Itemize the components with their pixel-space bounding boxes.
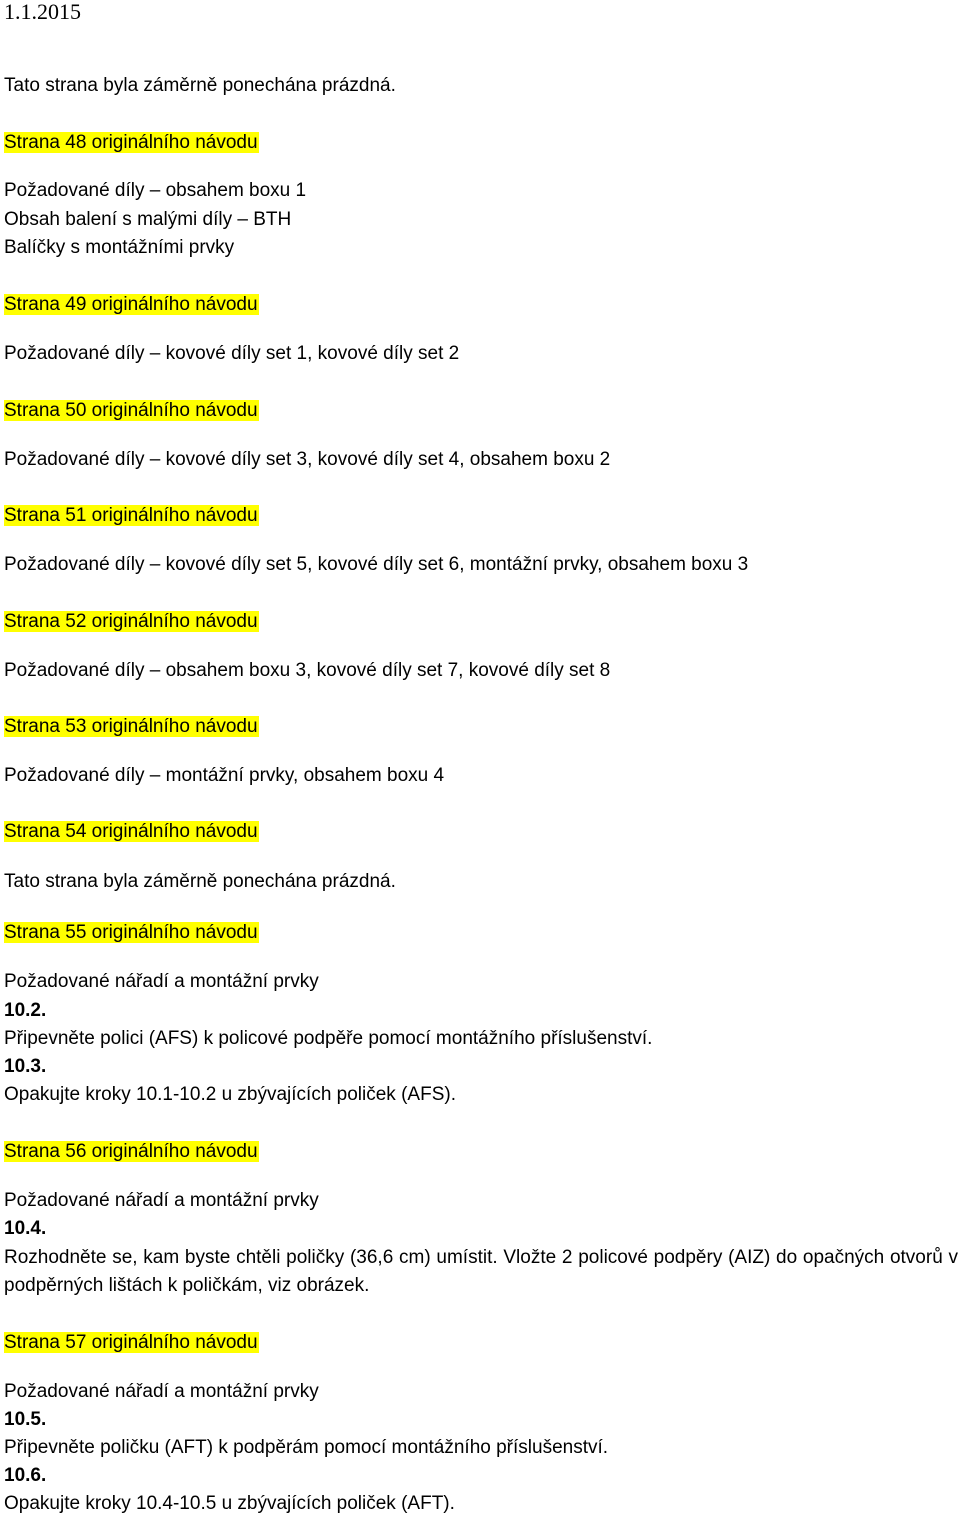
tools-line: Požadované nářadí a montážní prvky (4, 971, 319, 992)
section-line: Požadované díly – kovové díly set 5, kovové díly set 6, montážní prvky, obsahem boxu 3 (4, 554, 749, 575)
step-number: 10.4. (4, 1218, 47, 1239)
section-line: Požadované díly – montážní prvky, obsahem boxu 4 (4, 765, 445, 786)
blank-page-note: Tato strana byla záměrně ponechána prázdná. (4, 75, 396, 96)
step-number: 10.6. (4, 1465, 47, 1486)
section-line: Požadované díly – obsahem boxu 3, kovové díly set 7, kovové díly set 8 (4, 660, 611, 681)
section-heading-57 (4, 1331, 259, 1355)
section-line: Tato strana byla záměrně ponechána prázdná. (4, 871, 396, 892)
section-heading-56 (4, 1140, 259, 1164)
step-text: Opakujte kroky 10.1-10.2 u zbývajících poliček (AFS). (4, 1084, 456, 1105)
section-line: Balíčky s montážními prvky (4, 237, 235, 258)
highlighted-heading: Strana 54 originálního návodu (4, 821, 258, 842)
section-line: Požadované díly – kovové díly set 3, kovové díly set 4, obsahem boxu 2 (4, 449, 611, 470)
highlighted-heading: Strana 53 originálního návodu (4, 716, 258, 737)
tools-line: Požadované nářadí a montážní prvky (4, 1381, 319, 1402)
step-text: Opakujte kroky 10.4-10.5 u zbývajících poliček (AFT). (4, 1493, 455, 1514)
section-line: Obsah balení s malými díly – BTH (4, 209, 292, 230)
section-heading-48 (4, 131, 259, 155)
section-heading-49 (4, 293, 259, 317)
section-heading-55 (4, 921, 259, 945)
highlighted-heading: Strana 56 originálního návodu (4, 1141, 258, 1162)
section-heading-52 (4, 610, 259, 634)
section-heading-50 (4, 399, 259, 423)
section-heading-53 (4, 715, 259, 739)
highlighted-heading: Strana 49 originálního návodu (4, 294, 258, 315)
highlighted-heading: Strana 51 originálního návodu (4, 505, 258, 526)
step-number: 10.2. (4, 1000, 47, 1021)
highlighted-heading: Strana 48 originálního návodu (4, 132, 258, 153)
section-line: Požadované díly – kovové díly set 1, kovové díly set 2 (4, 343, 460, 364)
document-date: 1.1.2015 (4, 0, 81, 24)
step-text: Připevněte poličku (AFT) k podpěrám pomocí montážního příslušenství. (4, 1437, 609, 1458)
tools-line: Požadované nářadí a montážní prvky (4, 1190, 319, 1211)
step-text: Připevněte polici (AFS) k policové podpěře pomocí montážního příslušenství. (4, 1028, 653, 1049)
highlighted-heading: Strana 55 originálního návodu (4, 922, 258, 943)
highlighted-heading: Strana 57 originálního návodu (4, 1332, 258, 1353)
step-text: Rozhodněte se, kam byste chtěli poličky (36,6 cm) umístit. Vložte 2 policové podpěry (AIZ) do opačných otvorů v podpěrných lištách k poličkám, viz obrázek. (4, 1247, 958, 1296)
step-number: 10.5. (4, 1409, 47, 1430)
highlighted-heading: Strana 50 originálního návodu (4, 400, 258, 421)
section-line: Požadované díly – obsahem boxu 1 (4, 180, 307, 201)
section-heading-54 (4, 820, 259, 844)
section-heading-51 (4, 504, 259, 528)
highlighted-heading: Strana 52 originálního návodu (4, 611, 258, 632)
step-number: 10.3. (4, 1056, 47, 1077)
